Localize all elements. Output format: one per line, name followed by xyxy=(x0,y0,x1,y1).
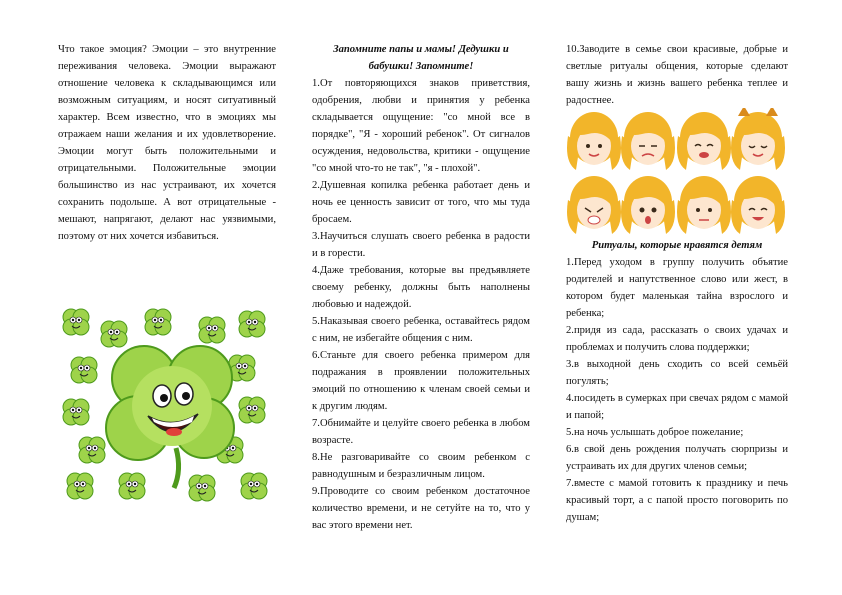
column-intro xyxy=(58,41,276,245)
reminder-item: 7.Обнимайте и целуйте своего ребенка в любом возрасте. xyxy=(312,418,530,446)
girl-faces-illustration xyxy=(566,108,788,240)
reminder-item: 2.Душевная копилка ребенка работает день и ночь ее ценность зависит от того, что мы туда бросаем. xyxy=(312,180,530,225)
reminder-item: 1.От повторяющихся знаков приветствия, одобрения, любви и принятия у ребенка складывается ощущение: "со мной все в порядке", "Я - хороший ребенок". От сигналов осуждения, недовольства, критики - ощущение "со мной что-то не так", "я - плохой". xyxy=(312,78,530,174)
ritual-item: 2.придя из сада, рассказать о своих удачах и проблемах и получить слова поддержки; xyxy=(566,325,788,353)
reminder-item: 4.Даже требования, которые вы предъявляете своему ребенку, должны быть наполнены любовью и надеждой. xyxy=(312,265,530,310)
reminder-item: 5.Наказывая своего ребенка, оставайтесь рядом с ним, не избегайте общения с ним. xyxy=(312,316,530,344)
reminder-item: 8.Не разговаривайте со своим ребенком с равнодушным и безразличным лицом. xyxy=(312,452,530,480)
intro-text: Что такое эмоция? Эмоции – это внутренние переживания человека. Эмоции выражают отношение человека к складывающимся или возможным ситуациям, и носят ситуативный характер. Всем известно, что в эмоциях мы отражаем наши желания и их удовлетворение. Эмоции могут быть положительными и отрицательными. Положительные эмоции большинство из нас устраивают, их хочется сохранить подольше. А вот отрицательные - мешают, напрягают, делают нас уязвимыми, поэтому от них хочется избавиться. xyxy=(58,44,276,242)
column-reminders xyxy=(312,41,530,534)
girl-face-icon xyxy=(566,108,788,238)
ritual-item: 5.на ночь услышать доброе пожелание; xyxy=(566,427,744,438)
ritual-item: 3.в выходной день сходить со всей семьёй погулять; xyxy=(566,359,788,387)
column-rituals-intro xyxy=(566,41,788,109)
ritual-item: 4.посидеть в сумерках при свечах рядом с мамой и папой; xyxy=(566,393,788,421)
reminder-item: 3.Научиться слушать своего ребенка в радости и в горести. xyxy=(312,231,530,259)
rituals-heading: Ритуалы, которые нравятся детям xyxy=(591,240,763,251)
reminder-item: 9.Проводите со своим ребенком достаточное количество времени, и не сетуйте на то, что у вас этого времени нет. xyxy=(312,486,530,531)
ritual-item: 1.Перед уходом в группу получить объятие родителей и напутственное слово или жест, в котором будет маленькая тайна взрослого и ребенка; xyxy=(566,257,788,319)
column-rituals xyxy=(566,237,788,526)
reminders-heading: Запомните папы и мамы! Дедушки и бабушки! Запомните! xyxy=(333,44,509,72)
clover-icon xyxy=(62,300,274,510)
clover-emoji-illustration xyxy=(62,300,274,510)
reminder-item-10: 10.Заводите в семье свои красивые, добрые и светлые ритуалы общения, которые сделают вашу жизнь и жизнь вашего ребенка теплее и радостнее. xyxy=(566,44,788,106)
reminder-item: 6.Станьте для своего ребенка примером для подражания в проявлении положительных эмоций по отношению к членам своей семьи и к другим людям. xyxy=(312,350,530,412)
ritual-item: 6.в свой день рождения получать сюрпризы и устраивать их для других членов семьи; xyxy=(566,444,788,472)
ritual-item: 7.вместе с мамой готовить к празднику и печь красивый торт, а с папой просто поговорить по душам; xyxy=(566,478,788,523)
